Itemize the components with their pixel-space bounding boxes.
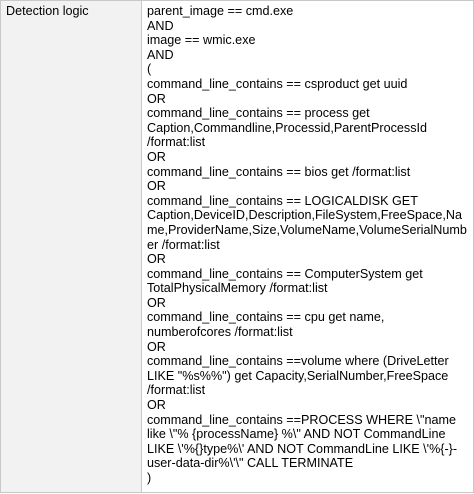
- detection-logic-value: [142, 1, 474, 493]
- logic-line: (: [147, 62, 152, 77]
- logic-line: ): [147, 471, 152, 485]
- logic-line: command_line_contains ==PROCESS WHERE \"name like \"% {processName} %\" AND NOT CommandLine LIKE \'%{}type%\' AND NOT CommandLine LIKE \'%{-}-user-data-dir%\'\" CALL TERMINATE: [147, 412, 458, 471]
- logic-line: parent_image == cmd.exe: [147, 4, 294, 18]
- logic-line: OR: [147, 339, 166, 354]
- logic-line: OR: [147, 295, 166, 310]
- logic-line: OR: [147, 91, 166, 106]
- logic-line: OR: [147, 149, 166, 164]
- logic-line: OR: [147, 252, 166, 267]
- logic-line: OR: [147, 179, 166, 194]
- logic-line: command_line_contains ==volume where (DriveLetter LIKE "%s%%") get Capacity,SerialNumber,FreeSpace /format:list: [147, 354, 449, 398]
- logic-line: command_line_contains == ComputerSystem get TotalPhysicalMemory /format:list: [147, 266, 423, 296]
- logic-line: AND: [147, 18, 174, 33]
- logic-line: command_line_contains == csproduct get uuid: [147, 76, 408, 91]
- logic-line: AND: [147, 47, 174, 62]
- logic-line: command_line_contains == LOGICALDISK GET Caption,DeviceID,Description,FileSystem,FreeSpace,Name,ProviderName,Size,VolumeName,VolumeSerialNumber /format:list: [147, 193, 467, 252]
- logic-line: command_line_contains == process get Caption,Commandline,Processid,ParentProcessId /format:list: [147, 106, 427, 150]
- logic-line: command_line_contains == bios get /format:list: [147, 164, 411, 179]
- detection-logic-label: Detection logic: [1, 1, 142, 493]
- logic-line: OR: [147, 398, 166, 413]
- table-row: [1, 1, 474, 493]
- logic-line: command_line_contains == cpu get name, numberofcores /format:list: [147, 310, 385, 340]
- logic-line: image == wmic.exe: [147, 33, 256, 48]
